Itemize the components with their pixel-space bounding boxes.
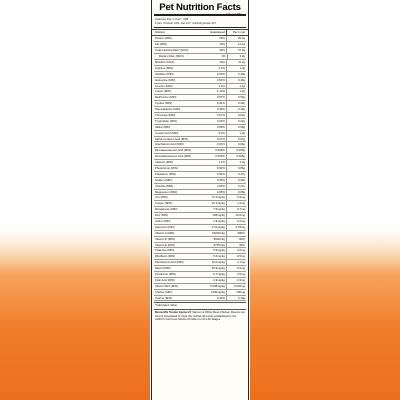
guaranteed-value: 5.6mg/kg	[213, 254, 225, 259]
per-cup-value: 11.4g	[226, 60, 246, 65]
per-cup-value: 0.64g	[226, 113, 246, 118]
guaranteed-value: 29%	[219, 36, 225, 41]
guaranteed-value: 0.08%	[216, 189, 225, 194]
guaranteed-value: 950IU/kg	[213, 236, 225, 241]
per-cup-value: 0.42g	[226, 101, 246, 106]
per-cup-value: 90IU	[226, 237, 246, 242]
nutrient-name: Histidine (MIN)	[155, 71, 174, 76]
guaranteed-value: 4%	[221, 54, 226, 59]
guaranteed-value: 1.9mg/kg	[213, 218, 225, 223]
nutrient-name: Zinc (MIN)	[155, 213, 169, 218]
per-cup-value: 0.04g	[226, 142, 246, 147]
guaranteed-value: 0.005%	[215, 154, 225, 159]
guaranteed-value: 0.038mg/kg	[210, 283, 225, 288]
statement-brand: Meow Mix Tender Centers®	[155, 310, 192, 315]
per-cup-value: 36IU	[226, 243, 246, 248]
panel-title: Pet Nutrition Facts	[159, 2, 241, 13]
nutrient-name: Pantothenic Acid (MIN)	[155, 260, 184, 265]
per-cup-value: 14.4g	[226, 42, 246, 47]
per-cup-value: 0.47g	[226, 184, 246, 189]
guaranteed-value: 13%	[219, 42, 225, 47]
guaranteed-value: 2.9mg/kg	[213, 277, 225, 282]
nutrient-name: Iodine (MIN)	[155, 218, 171, 223]
nutrient-name: Sodium (MIN)	[155, 177, 173, 182]
guaranteed-value: 5.7mg/kg	[213, 272, 225, 276]
nutrient-name: Chloride (MIN)	[155, 183, 174, 188]
nutrient-name: Choline (MIN)	[155, 289, 173, 294]
header-guaranteed: Guaranteed	[210, 30, 225, 35]
guaranteed-value: 2100mg/kg	[210, 289, 225, 294]
per-cup-value: 1.0g	[226, 66, 246, 71]
per-cup-value: 0.5mg	[226, 254, 246, 259]
guaranteed-value: 375IU/kg	[213, 242, 225, 247]
nutrient-name: Riboflavin (MIN)	[155, 254, 176, 259]
table-header	[152, 29, 248, 36]
guaranteed-value: 1.1%	[218, 65, 225, 70]
per-cup-value: 0.54g	[226, 95, 246, 100]
nutrient-name: Linoleic Acid (MIN)	[155, 130, 179, 135]
nutrition-facts-panel	[151, 0, 249, 400]
nutrient-name: Manganese (MIN)	[155, 207, 178, 212]
guaranteed-value: 1.2%	[218, 83, 225, 88]
per-cup-value: 3.2g	[227, 54, 246, 59]
per-cup-value: 1.1g	[226, 84, 246, 89]
nutrient-name: Valine (MIN)	[155, 124, 171, 129]
per-cup-value: 0.5mg	[226, 272, 246, 277]
guaranteed-value: 1.1%	[218, 160, 225, 165]
nutrient-table	[152, 36, 248, 301]
guaranteed-value: 0.44%	[216, 101, 225, 106]
guaranteed-value: 0.50%	[216, 183, 225, 188]
nutrient-name: Taurine (MIN)	[155, 295, 172, 300]
guaranteed-value: 22.0mg/kg	[211, 260, 225, 265]
aafco-statement	[152, 310, 248, 323]
guaranteed-value: 40%	[219, 48, 225, 53]
nutrient-name: Moisture (MAX)	[155, 59, 175, 64]
guaranteed-value: 12%	[219, 59, 225, 64]
nutrient-name: Arachidonic Acid (MIN)	[155, 142, 184, 147]
per-cup-value: 29.4g	[226, 36, 246, 41]
nutrient-name: Leucine (MIN)	[155, 83, 173, 88]
guaranteed-value: 0.57%	[216, 95, 225, 100]
package-background-left	[0, 0, 150, 400]
nutrient-name: Vitamin D (MIN)	[155, 236, 175, 241]
guaranteed-value: 0.59%	[216, 124, 225, 129]
header-nutrient: Nutrient	[155, 30, 165, 35]
guaranteed-value: 0.51%	[216, 77, 225, 82]
guaranteed-value: 0.50%	[216, 171, 225, 176]
nutrient-name: Isoleucine (MIN)	[155, 77, 176, 82]
package-background-right	[250, 0, 400, 400]
nutrient-name: Iron (MIN)	[155, 195, 168, 200]
serving-size: 1 Cup = 95g	[225, 12, 242, 16]
per-cup-value: 0.005g	[226, 154, 246, 159]
nutrient-name: Magnesium (MIN)	[155, 189, 178, 194]
guaranteed-value: 0.07%	[216, 136, 225, 141]
nutrient-name: Threonine (MIN)	[155, 112, 176, 117]
guaranteed-value: 0.35%	[216, 177, 225, 182]
nutrient-name: Arginine (MIN)	[155, 65, 174, 70]
per-cup-value: 0.07g	[226, 137, 246, 142]
guaranteed-value: 72.2mg/kg	[211, 195, 225, 200]
guaranteed-value: 54.9mg/kg	[211, 266, 225, 271]
per-cup-value: 0.86g	[226, 166, 246, 171]
nutrient-name: Alpha-Linolenic Acid (MIN)	[155, 136, 188, 141]
per-cup-value: 580IU	[226, 231, 246, 236]
nutrient-row	[154, 296, 246, 302]
nutrient-name: Tryptophan (MIN)	[155, 118, 177, 123]
nutrient-name: Dietary Fiber (MAX)	[159, 54, 184, 59]
footnote: *Calculated Value	[155, 303, 178, 308]
calories-from-line: From: Protein 105, Fat 117, Carbohydrate 117	[155, 21, 217, 26]
per-cup-value: 2.1mg	[226, 260, 246, 265]
guaranteed-value: 2.0%	[218, 130, 225, 135]
nutrient-name: Protein (MIN)	[155, 36, 172, 41]
per-cup-value: 0.03mg	[226, 225, 246, 230]
per-cup-value: 0.49g	[226, 78, 246, 83]
nutrient-name: Vitamin E (MIN)	[155, 242, 175, 247]
statement-text: Salmon & White Meat Chicken Flavors cat food is formulated to meet the nutritional levels established by the AAFCO Cat Food Nutrient Profiles for All Life Stages.	[155, 310, 245, 322]
calories-line: Calories Per 1 Cup*: 338	[155, 16, 189, 21]
per-cup-value: 1.0g	[226, 160, 246, 165]
per-cup-value: 1.0g	[226, 89, 246, 94]
guaranteed-value: 168mg/kg	[212, 213, 225, 218]
per-cup-value: 0.08g	[226, 190, 246, 195]
guaranteed-value: 0.31mg/kg	[211, 224, 225, 229]
nutrient-name: Docosahexaenoic Acid (MIN)	[155, 154, 192, 159]
guaranteed-value: 12.7mg/kg	[211, 201, 225, 206]
nutrient-name: Copper (MIN)	[155, 201, 172, 206]
per-cup-value: 0.47g	[226, 172, 246, 177]
per-cup-value: 0.3mg	[226, 278, 246, 283]
nutrient-name: Vitamin A (MIN)	[155, 230, 175, 235]
per-cup-value: 0.46g	[226, 107, 246, 112]
per-cup-value: 0.56g	[226, 125, 246, 130]
guaranteed-value: 0.90%	[216, 165, 225, 170]
per-cup-value: 37.9g	[226, 48, 246, 53]
nutrient-name: Methionine (MIN)	[155, 95, 177, 100]
per-cup-value: 0.7mg	[226, 207, 246, 212]
nutrient-name: Pyridoxine (MIN)	[155, 272, 176, 276]
nutrient-name: Calcium (MIN)	[155, 160, 173, 165]
per-cup-value: 0.005g	[226, 148, 246, 153]
per-cup-value: 5.2mg	[226, 266, 246, 271]
per-cup-value: 16.0mg	[226, 213, 246, 218]
per-cup-value: 0.6mg	[226, 248, 246, 253]
guaranteed-value: 0.67%	[216, 112, 225, 117]
nutrient-name: Folic Acid (MIN)	[155, 277, 175, 282]
per-cup-value: 1.9g	[226, 131, 246, 136]
guaranteed-value: 0.48%	[216, 107, 225, 112]
per-cup-value: 0.19g	[226, 296, 246, 301]
per-cup-value: 0.2mg	[226, 219, 246, 224]
per-cup-value: 6.9mg	[226, 195, 246, 200]
guaranteed-value: 7.5mg/kg	[213, 207, 225, 212]
per-cup-value: 0.22g	[226, 119, 246, 124]
guaranteed-value: 6100IU/kg	[212, 230, 225, 235]
nutrient-name: Cystine (MIN)	[155, 101, 173, 106]
nutrient-name: Selenium (MIN)	[155, 224, 175, 229]
guaranteed-value: 0.005%	[215, 148, 225, 153]
nutrient-name: Fat (MIN)	[155, 42, 167, 47]
nutrient-name: Eicosapentaenoic Acid (MIN)	[155, 148, 191, 153]
guaranteed-value: 0.30%	[216, 71, 225, 76]
per-cup-value: 0.30g	[226, 72, 246, 77]
guaranteed-value: 0.04%	[216, 142, 225, 147]
per-cup-value: 1.2mg	[226, 201, 246, 206]
header-per-cup: Per 1 cup	[226, 30, 246, 35]
nutrient-name: Total Carbohydrate* (MAX)	[155, 48, 189, 53]
guaranteed-value: 1.10%	[216, 89, 225, 94]
guaranteed-value: 0.20%	[216, 295, 225, 300]
nutrient-name: Thiamine (MIN)	[155, 248, 175, 253]
mid-rule	[154, 27, 246, 29]
nutrient-name: Lysine (MIN)	[155, 89, 171, 94]
nutrient-name: Vitamin B12 (MIN)	[155, 283, 178, 288]
nutrient-name: Phosphorus (MIN)	[155, 165, 178, 170]
guaranteed-value: 5.9mg/kg	[213, 248, 225, 253]
nutrient-name: Niacin (MIN)	[155, 266, 171, 271]
nutrient-name: Phenylalanine (MIN)	[155, 107, 181, 112]
nutrient-name: Potassium (MIN)	[155, 171, 176, 176]
per-cup-value: 200mg	[226, 290, 246, 295]
guaranteed-value: 0.22%	[216, 118, 225, 123]
per-cup-value: 0.004mg	[226, 284, 246, 289]
per-cup-value: 0.33g	[226, 178, 246, 183]
